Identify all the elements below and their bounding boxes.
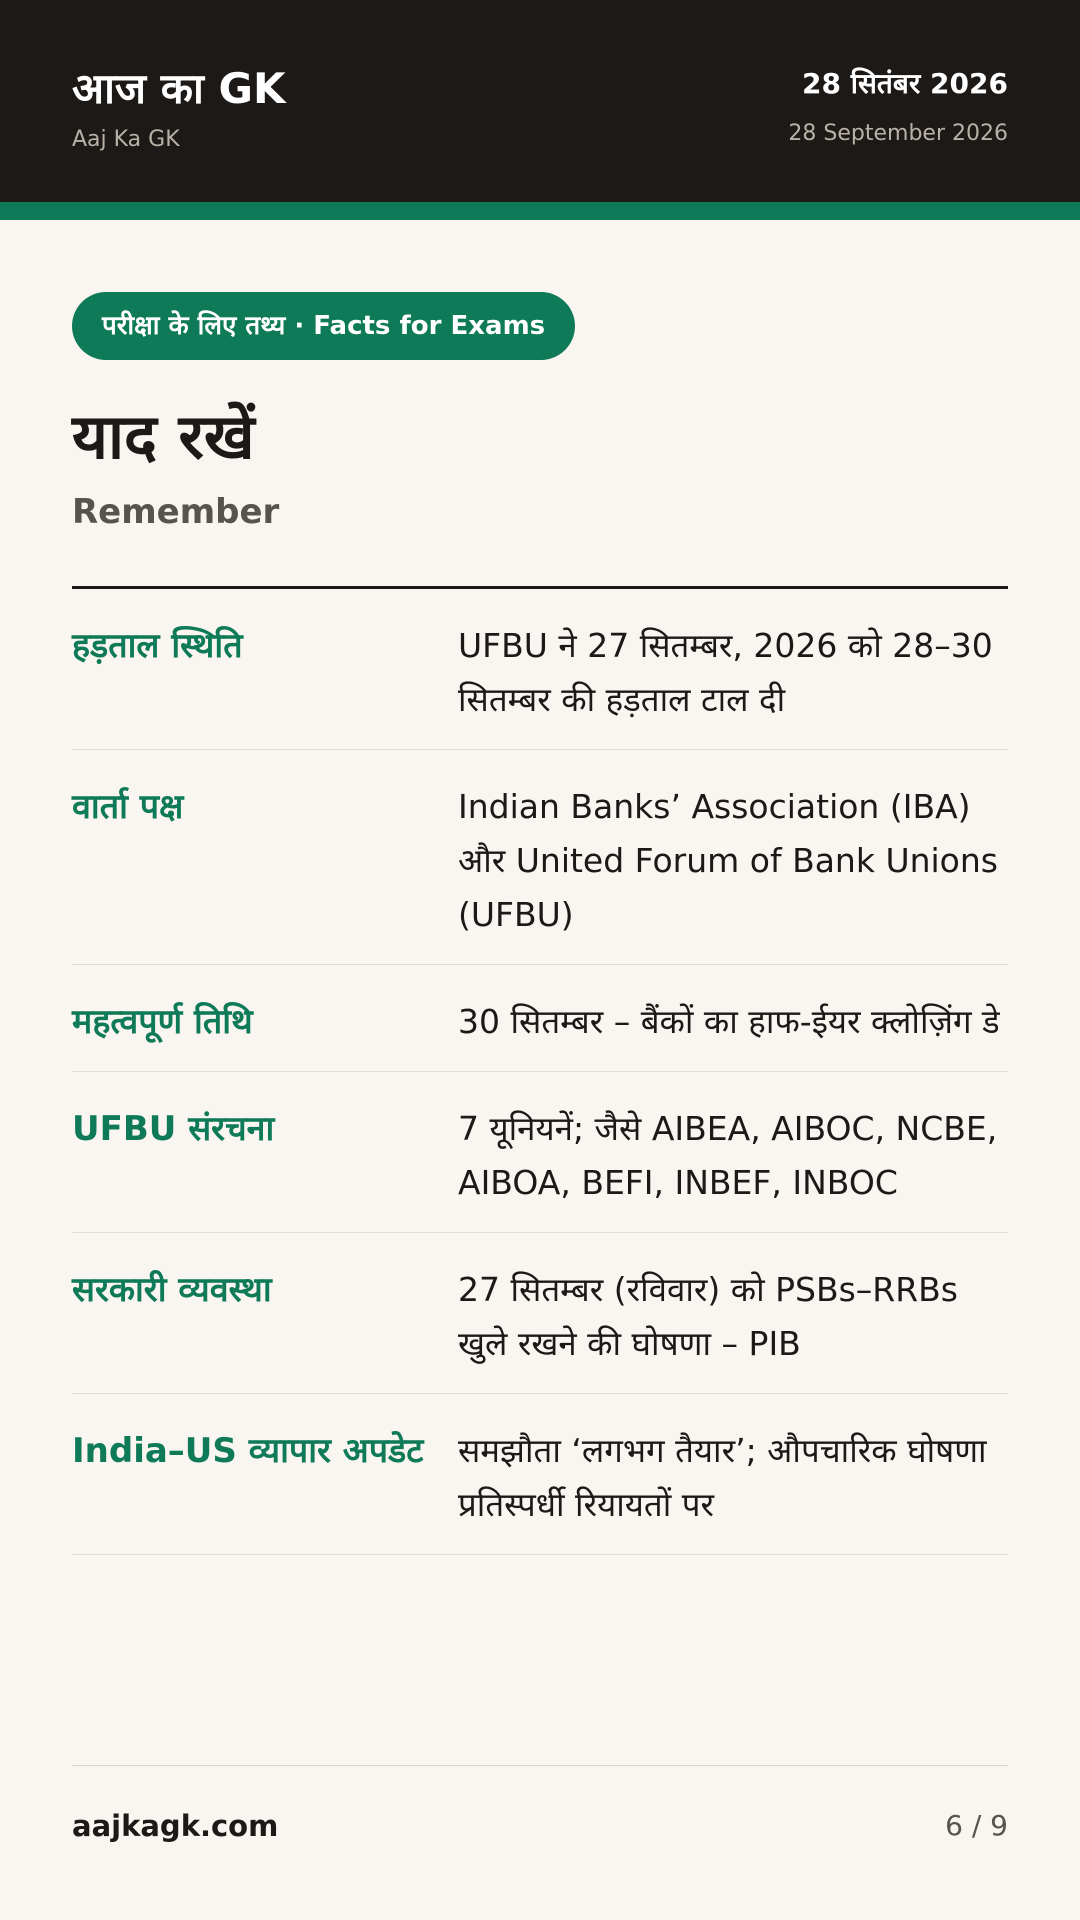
fact-label: वार्ता पक्ष bbox=[72, 787, 184, 827]
fact-row bbox=[72, 965, 1008, 1072]
fact-label: सरकारी व्यवस्था bbox=[72, 1270, 272, 1310]
header-accent-bar bbox=[0, 202, 1080, 220]
fact-row bbox=[72, 1233, 1008, 1394]
page-indicator: 6 / 9 bbox=[945, 1809, 1008, 1842]
fact-row bbox=[72, 1072, 1008, 1233]
fact-label: महत्वपूर्ण तिथि bbox=[72, 1002, 253, 1042]
fact-value: समझौता ‘लगभग तैयार’; औपचारिक घोषणा प्रतिस्पर्धी रियायतों पर bbox=[458, 1431, 987, 1524]
brand-subtitle: Aaj Ka GK bbox=[72, 127, 180, 152]
date-english: 28 September 2026 bbox=[788, 121, 1008, 146]
section-badge: परीक्षा के लिए तथ्य · Facts for Exams bbox=[72, 292, 575, 360]
fact-label: India–US व्यापार अपडेट bbox=[72, 1431, 424, 1471]
fact-row bbox=[72, 589, 1008, 750]
header bbox=[0, 0, 1080, 202]
section-title-hindi: याद रखें bbox=[72, 400, 255, 473]
facts-list bbox=[72, 589, 1008, 1555]
fact-value: UFBU ने 27 सितम्बर, 2026 को 28–30 सितम्बर की हड़ताल टाल दी bbox=[458, 626, 993, 719]
fact-value: 7 यूनियनें; जैसे AIBEA, AIBOC, NCBE, AIBOA, BEFI, INBEF, INBOC bbox=[458, 1109, 998, 1202]
fact-value: 30 सितम्बर – बैंकों का हाफ-ईयर क्लोज़िंग डे bbox=[458, 1002, 1000, 1041]
brand-title: आज का GK bbox=[72, 64, 286, 113]
fact-row bbox=[72, 750, 1008, 965]
fact-value: 27 सितम्बर (रविवार) को PSBs–RRBs खुले रखने की घोषणा – PIB bbox=[458, 1270, 958, 1363]
fact-row bbox=[72, 1394, 1008, 1555]
footer-divider bbox=[72, 1765, 1008, 1766]
footer-site-link[interactable]: aajkagk.com bbox=[72, 1809, 279, 1843]
fact-label: हड़ताल स्थिति bbox=[72, 626, 243, 666]
fact-value: Indian Banks’ Association (IBA) और United Forum of Bank Unions (UFBU) bbox=[458, 787, 998, 934]
fact-label: UFBU संरचना bbox=[72, 1109, 275, 1149]
section-title-english: Remember bbox=[72, 492, 280, 532]
date-hindi: 28 सितंबर 2026 bbox=[802, 67, 1008, 100]
